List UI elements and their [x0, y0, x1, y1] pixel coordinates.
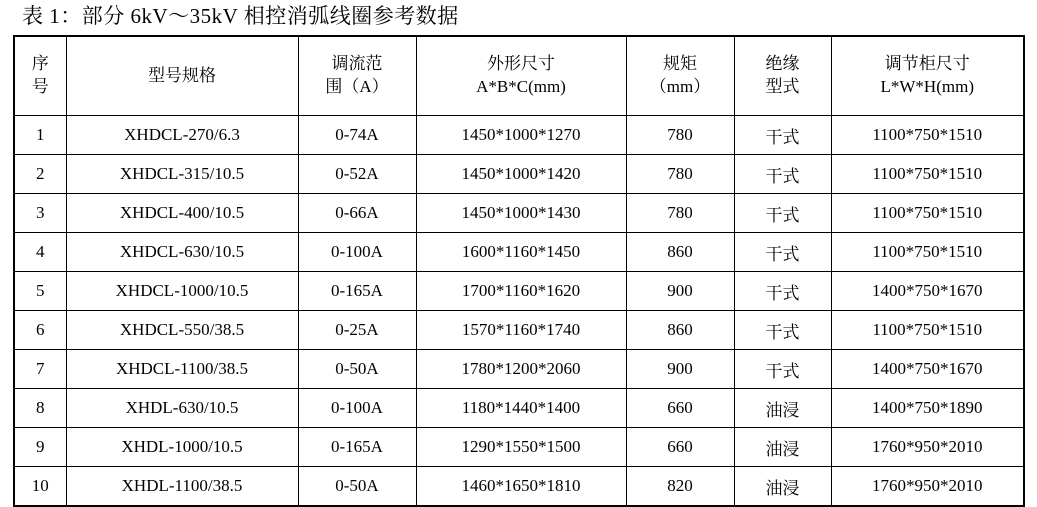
table-row: [14, 389, 1024, 428]
cell-model: XHDCL-400/10.5: [66, 194, 298, 233]
cell-index: 9: [14, 428, 66, 467]
cell-dimensions: 1450*1000*1430: [416, 194, 626, 233]
cell-current-range: 0-66A: [298, 194, 416, 233]
cell-model: XHDCL-315/10.5: [66, 155, 298, 194]
cell-index: 10: [14, 467, 66, 507]
cell-dimensions: 1450*1000*1420: [416, 155, 626, 194]
cell-insulation: 油浸: [734, 428, 831, 467]
cell-dimensions: 1600*1160*1450: [416, 233, 626, 272]
column-header-dimensions-line-1: 外形尺寸: [487, 54, 555, 74]
cell-current-range: 0-52A: [298, 155, 416, 194]
cell-model: XHDCL-550/38.5: [66, 311, 298, 350]
cell-insulation: 油浸: [734, 389, 831, 428]
column-header-gauge: [626, 36, 734, 116]
cell-index: 2: [14, 155, 66, 194]
cell-cabinet-size: 1400*750*1890: [831, 389, 1024, 428]
cell-cabinet-size: 1100*750*1510: [831, 233, 1024, 272]
cell-current-range: 0-25A: [298, 311, 416, 350]
cell-index: 6: [14, 311, 66, 350]
table-caption: 表 1：部分 6kV～35kV 相控消弧线圈参考数据: [22, 4, 459, 28]
cell-dimensions: 1450*1000*1270: [416, 116, 626, 155]
column-header-current-range-line-2: 围（A）: [325, 77, 389, 96]
column-header-cabinet-size-line-1: 调节柜尺寸: [884, 54, 970, 74]
cell-index: 7: [14, 350, 66, 389]
cell-model: XHDL-630/10.5: [66, 389, 298, 428]
column-header-model-line-1: 型号规格: [148, 65, 216, 85]
cell-index: 3: [14, 194, 66, 233]
table-row: [14, 311, 1024, 350]
column-header-current-range-line-1: 调流范: [331, 54, 383, 74]
cell-cabinet-size: 1400*750*1670: [831, 350, 1024, 389]
cell-current-range: 0-100A: [298, 389, 416, 428]
cell-insulation: 油浸: [734, 467, 831, 507]
cell-insulation: 干式: [734, 116, 831, 155]
column-header-insulation-line-2: 型式: [765, 77, 800, 96]
cell-cabinet-size: 1100*750*1510: [831, 116, 1024, 155]
table-row: [14, 116, 1024, 155]
cell-current-range: 0-50A: [298, 467, 416, 507]
cell-model: XHDL-1100/38.5: [66, 467, 298, 507]
column-header-model: [66, 36, 298, 116]
cell-gauge: 900: [626, 350, 734, 389]
table-header-row: [14, 36, 1024, 116]
cell-dimensions: 1290*1550*1500: [416, 428, 626, 467]
cell-dimensions: 1570*1160*1740: [416, 311, 626, 350]
cell-model: XHDCL-1100/38.5: [66, 350, 298, 389]
cell-insulation: 干式: [734, 272, 831, 311]
cell-gauge: 660: [626, 428, 734, 467]
cell-insulation: 干式: [734, 155, 831, 194]
cell-current-range: 0-165A: [298, 428, 416, 467]
cell-cabinet-size: 1760*950*2010: [831, 428, 1024, 467]
cell-dimensions: 1180*1440*1400: [416, 389, 626, 428]
cell-model: XHDCL-270/6.3: [66, 116, 298, 155]
cell-index: 4: [14, 233, 66, 272]
reference-data-table: [13, 35, 1025, 507]
cell-gauge: 660: [626, 389, 734, 428]
cell-current-range: 0-165A: [298, 272, 416, 311]
cell-gauge: 780: [626, 194, 734, 233]
cell-cabinet-size: 1400*750*1670: [831, 272, 1024, 311]
cell-cabinet-size: 1100*750*1510: [831, 311, 1024, 350]
cell-index: 8: [14, 389, 66, 428]
column-header-dimensions-line-2: A*B*C(mm): [476, 77, 566, 96]
table-header: [14, 36, 1024, 116]
column-header-cabinet-size-line-2: L*W*H(mm): [880, 77, 974, 96]
cell-dimensions: 1700*1160*1620: [416, 272, 626, 311]
cell-cabinet-size: 1100*750*1510: [831, 194, 1024, 233]
cell-gauge: 860: [626, 233, 734, 272]
cell-gauge: 780: [626, 116, 734, 155]
cell-dimensions: 1460*1650*1810: [416, 467, 626, 507]
column-header-current-range: [298, 36, 416, 116]
column-header-index-line-2: 号: [31, 77, 49, 96]
column-header-insulation-line-1: 绝缘: [765, 54, 800, 74]
cell-index: 1: [14, 116, 66, 155]
column-header-insulation: [734, 36, 831, 116]
table-row: [14, 350, 1024, 389]
table-row: [14, 233, 1024, 272]
table-row: [14, 194, 1024, 233]
cell-cabinet-size: 1760*950*2010: [831, 467, 1024, 507]
cell-cabinet-size: 1100*750*1510: [831, 155, 1024, 194]
cell-gauge: 900: [626, 272, 734, 311]
column-header-dimensions: [416, 36, 626, 116]
column-header-cabinet-size: [831, 36, 1024, 116]
table-row: [14, 428, 1024, 467]
cell-insulation: 干式: [734, 233, 831, 272]
cell-dimensions: 1780*1200*2060: [416, 350, 626, 389]
table-row: [14, 155, 1024, 194]
cell-gauge: 860: [626, 311, 734, 350]
table-body: [14, 116, 1024, 507]
cell-current-range: 0-50A: [298, 350, 416, 389]
cell-insulation: 干式: [734, 194, 831, 233]
cell-insulation: 干式: [734, 311, 831, 350]
cell-gauge: 820: [626, 467, 734, 507]
table-row: [14, 467, 1024, 507]
cell-current-range: 0-74A: [298, 116, 416, 155]
column-header-gauge-line-2: （mm）: [649, 77, 711, 96]
table-row: [14, 272, 1024, 311]
cell-model: XHDL-1000/10.5: [66, 428, 298, 467]
column-header-index: [14, 36, 66, 116]
cell-model: XHDCL-1000/10.5: [66, 272, 298, 311]
cell-gauge: 780: [626, 155, 734, 194]
cell-model: XHDCL-630/10.5: [66, 233, 298, 272]
column-header-gauge-line-1: 规矩: [663, 54, 697, 74]
cell-insulation: 干式: [734, 350, 831, 389]
cell-current-range: 0-100A: [298, 233, 416, 272]
cell-index: 5: [14, 272, 66, 311]
column-header-index-line-1: 序: [31, 54, 49, 74]
